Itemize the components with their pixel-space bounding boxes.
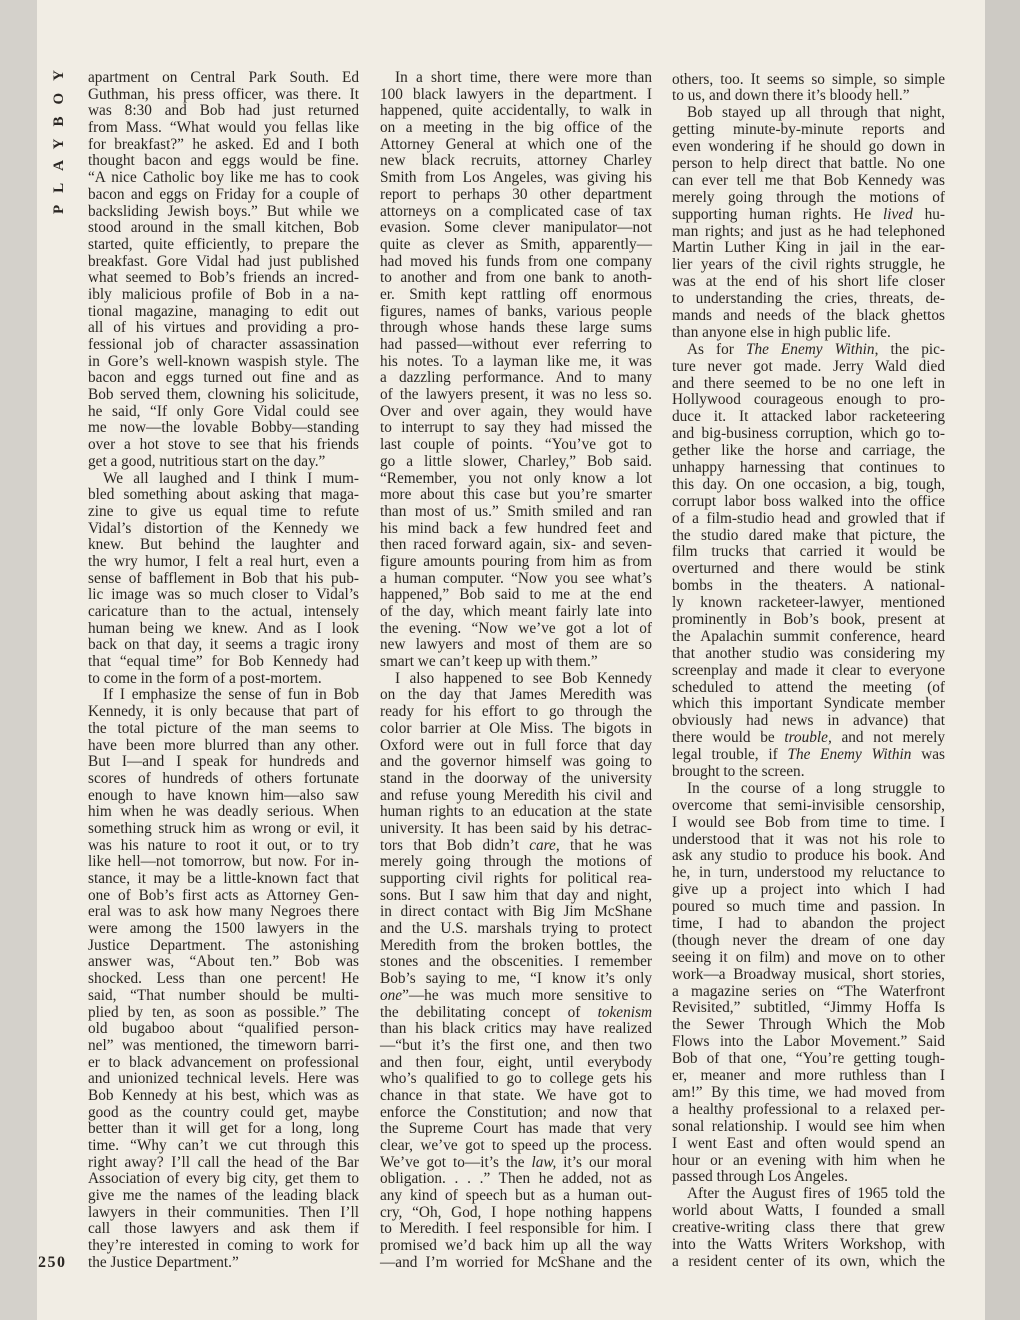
text-line: [380, 838, 652, 855]
text-line: thought bacon and eggs would be fine.: [88, 152, 359, 170]
text-line: scores of hundreds of others fortunate: [88, 769, 359, 787]
text-line: [380, 1005, 652, 1022]
text-run: ”—he was much more sensitive to: [402, 986, 652, 1004]
text-line: zine to give us equal time to refute: [88, 502, 359, 520]
text-line: to interrupt to say they had missed the: [380, 419, 652, 437]
text-line: have been more blurred than any other.: [88, 736, 359, 754]
paragraph: [672, 105, 945, 341]
text-line: ibly malicious profile of Bob in a na-: [88, 285, 359, 303]
text-line: person to help direct that battle. No one: [672, 154, 945, 172]
paragraph: [672, 342, 945, 781]
text-line: fessional job of character assassination: [88, 336, 359, 353]
text-line: report to perhaps 30 other department: [380, 185, 652, 203]
text-line: from Mass. “What would you fellas like: [88, 119, 359, 137]
text-line: happened,” Bob said to me at the end: [380, 586, 652, 604]
text-line: old bugaboo about “qualified person-: [88, 1020, 359, 1038]
text-line: through whose hands these large sums: [380, 319, 652, 337]
text-run: and not merely: [831, 729, 945, 747]
text-line: his notes. To a layman like me, it was: [380, 352, 652, 370]
text-line: bled something about asking that maga-: [88, 486, 359, 504]
text-line: Over and over again, they would have: [380, 402, 652, 420]
text-line: enforce the Constitution; and now that: [380, 1103, 652, 1121]
text-line: apartment on Central Park South. Ed: [88, 69, 359, 86]
text-line: bombs in the theaters. A national-: [672, 577, 945, 595]
text-run: legal trouble, if: [672, 746, 788, 764]
italic-text: The Enemy Within: [745, 340, 875, 358]
text-line: ture never got made. Jerry Wald died: [672, 357, 945, 375]
text-line: than his black critics may have realized: [380, 1020, 652, 1038]
italic-text: trouble,: [784, 729, 832, 747]
text-line: supporting civil rights for political rea-: [380, 870, 652, 887]
text-line: figures, names of banks, various people: [380, 302, 652, 320]
paragraph: [672, 1186, 945, 1270]
text-line: stones and the obscenities. I remember: [380, 953, 652, 971]
text-line: film trucks that carried it would be: [672, 543, 945, 561]
paragraph: [88, 687, 359, 1271]
text-line: Bob of that one, “You’re getting tough-: [672, 1050, 945, 1068]
text-line: attorneys on a complicated case of tax: [380, 202, 652, 220]
text-line: a human computer. “Now you see what’s: [380, 569, 652, 587]
italic-text: lived: [883, 205, 913, 223]
text-line: —“but it’s the first one, and then two: [380, 1036, 652, 1054]
text-line: smart we can’t keep up with them.”: [380, 653, 598, 671]
text-line: him when he was deadly serious. When: [88, 803, 359, 821]
text-line: and the U.S. marshals trying to protect: [380, 920, 652, 938]
paragraph: [88, 471, 359, 688]
text-line: duce it. It attacked labor racketeering: [672, 408, 945, 426]
text-line: stance, it may be a little-known fact that: [88, 870, 359, 887]
text-line: Kennedy, it is only because that part of: [88, 703, 359, 721]
text-line: am!” By this time, we had moved from: [672, 1083, 945, 1101]
text-line: getting minute-by-minute reports and: [672, 121, 945, 139]
text-line: cry, “Oh, God, I hope nothing happens: [380, 1203, 652, 1221]
text-line: world about Watts, I founded a small: [672, 1202, 945, 1220]
text-line: Oxford were out in full force that day: [380, 736, 652, 754]
text-line: bacon and eggs on Friday for a couple of: [88, 185, 359, 203]
text-line: that another studio was considering my: [672, 644, 945, 662]
text-line: the wry humor, I felt a real hurt, even a: [88, 552, 359, 570]
text-line: (though never the dream of one day: [672, 931, 945, 949]
text-line: Association of every big city, get them to: [88, 1170, 359, 1188]
text-line: like hell—not tomorrow, but now. For in-: [88, 853, 359, 871]
text-line: Martin Luther King in jail in the ear-: [672, 239, 945, 257]
scan-margin-right: [985, 0, 1020, 1320]
text-line: ly known racketeer-lawyer, mentioned: [672, 594, 945, 612]
italic-text: law,: [531, 1153, 557, 1171]
text-line: We all laughed and I think I mum-: [103, 469, 359, 487]
text-line: his mind back a few hundred feet and: [380, 519, 652, 537]
text-line: —and I’m worried for McShane and the: [380, 1253, 652, 1271]
italic-text: The Enemy Within: [787, 746, 912, 764]
text-line: [672, 730, 945, 747]
paragraph: [672, 781, 945, 1186]
text-line: go a little slower, Charley,” Bob said.: [380, 452, 652, 470]
text-line: Meredith from the broken bottles, the: [380, 936, 652, 954]
text-line: After the August fires of 1965 told the: [687, 1185, 945, 1203]
text-line: I also happened to see Bob Kennedy: [395, 669, 652, 687]
text-line: scheduled to attend the meeting (of: [672, 678, 945, 696]
text-line: that “equal time” for Bob Kennedy had: [88, 653, 359, 671]
text-line: last couple of points. “You’ve got to: [380, 436, 652, 454]
text-line: others, too. It seems so simple, so simple: [672, 70, 945, 88]
text-line: merely going through the motions of: [380, 853, 652, 871]
text-line: new black recruits, attorney Charley: [380, 152, 652, 170]
text-line: human being we knew. And as I look: [88, 619, 359, 637]
text-line: a healthy professional to a relaxed per-: [672, 1100, 945, 1118]
scan-margin-left: [0, 0, 37, 1320]
text-line: nel” was mentioned, the timeworn barri-: [88, 1036, 359, 1054]
text-line: and there seemed to be no one left in: [672, 374, 945, 392]
text-line: breakfast. Gore Vidal had just published: [88, 252, 359, 270]
text-column-3: [672, 72, 945, 1271]
text-line: understood that it was not his role to: [672, 830, 945, 848]
text-line: and big-business corruption, which go to-: [672, 425, 945, 443]
text-line: had moved his funds from one company: [380, 252, 652, 270]
text-line: any kind of speech but as a human out-: [380, 1187, 652, 1205]
text-line: Bob Kennedy at his best, which was as: [88, 1086, 359, 1104]
paragraph: [88, 70, 359, 471]
text-line: Attorney General at which one of the: [380, 135, 652, 153]
text-line: Guthman, his press officer, was there. It: [88, 85, 359, 103]
text-line: time. “Why can’t we cut through this: [88, 1137, 359, 1154]
text-line: Vidal’s distortion of the Kennedy we: [88, 519, 359, 537]
italic-text: care,: [529, 836, 560, 854]
paragraph: [380, 70, 652, 671]
text-line: tional magazine, managing to edit out: [88, 302, 359, 320]
text-line: lier years of the civil rights struggle, he: [672, 256, 945, 274]
text-line: Bob stayed up all through that night,: [687, 104, 945, 122]
text-line: ready for his effort to go through the: [380, 703, 652, 721]
italic-text: tokenism: [597, 1003, 652, 1021]
text-line: seeing it on film) and move on to other: [672, 948, 945, 966]
text-line: said, “That number should be multi-: [88, 986, 359, 1004]
text-line: In a short time, there were more than: [395, 69, 652, 86]
text-line: er, meaner and more ruthless than I: [672, 1067, 945, 1085]
text-line: plied by ten, as soon as possible.” The: [88, 1003, 359, 1021]
text-line: chance in that state. We have got to: [380, 1086, 652, 1104]
text-run: We’ve got to—it’s the: [380, 1153, 532, 1171]
text-line: eral was to ask how many Negroes there: [88, 903, 359, 921]
text-line: evasion. Some clever manipulator—not: [380, 219, 652, 237]
text-line: obligation. . . .” Then he added, not as: [380, 1170, 652, 1188]
text-line: er to black advancement on professional: [88, 1053, 359, 1071]
text-line: who’s qualified to go to college gets his: [380, 1070, 652, 1088]
text-line: But I—and I speak for hundreds and: [88, 753, 359, 771]
text-line: hour or an evening with him when he: [672, 1151, 945, 1169]
text-line: backsliding Jewish boys.” But while we: [88, 202, 359, 220]
text-line: enough to have known him—also saw: [88, 786, 359, 804]
text-line: Hollywood courageous enough to pro-: [672, 391, 945, 409]
text-line: a resident center of its own, which the: [672, 1252, 945, 1270]
text-line: happened, quite accidentally, to walk in: [380, 102, 652, 120]
text-line: the Justice Department.”: [88, 1253, 239, 1271]
page-number: 250: [38, 1254, 67, 1271]
text-line: 100 black lawyers in the department. I: [380, 85, 652, 103]
text-line: answer was, “About ten.” Bob was: [88, 953, 359, 971]
text-run: As for: [687, 340, 746, 358]
text-line: for breakfast?” he asked. Ed and I both: [88, 135, 359, 153]
text-column-2: [380, 70, 652, 1272]
text-line: can ever tell me that Bob Kennedy was: [672, 171, 945, 189]
text-run: that he was: [559, 836, 652, 854]
text-line: In the course of a long struggle to: [687, 779, 945, 797]
text-line: call those lawyers and ask them if: [88, 1220, 359, 1238]
text-line: Revisited,” subtitled, “Jimmy Hoffa Is: [672, 999, 945, 1017]
text-line: of the day, which meant fairly late into: [380, 603, 652, 620]
text-run: there would be: [672, 729, 785, 747]
text-line: all of his virtues and providing a pro-: [88, 319, 359, 337]
text-line: “Remember, you not only know a lot: [380, 469, 652, 487]
text-line: clear, we’ve got to speed up the process.: [380, 1137, 652, 1154]
text-line: the studio dared make that picture, the: [672, 526, 945, 544]
text-run: supporting human rights. He: [672, 205, 884, 223]
text-line: and refuse young Meredith his civil and: [380, 786, 652, 804]
text-line: me now—the lovable Bobby—standing: [88, 419, 359, 437]
text-line: promised we’d back him up all the way: [380, 1237, 652, 1255]
paragraph: [380, 671, 652, 1272]
text-line: was 8:30 and Bob had just returned: [88, 102, 359, 120]
text-line: quite as clever as Smith, apparently—: [380, 235, 652, 253]
text-line: was his nature to root it out, or to try: [88, 836, 359, 854]
text-line: in direct contact with Big Jim McShane: [380, 903, 652, 921]
text-line: to Meredith. I feel responsible for him. I: [380, 1220, 652, 1238]
text-line: and then four, eight, until everybody: [380, 1053, 652, 1071]
text-line: he, in turn, understood my reluctance to: [672, 864, 945, 882]
text-line: Smith from Los Angeles, was giving his: [380, 169, 652, 187]
text-line: “A nice Catholic boy like me has to cook: [88, 169, 359, 187]
text-line: this day. On one occasion, a big, tough,: [672, 475, 945, 493]
text-line: was at the end of his short life closer: [672, 273, 945, 291]
text-line: of a film-studio head and growled that if: [672, 509, 945, 527]
text-line: color barrier at Ole Miss. The bigots in: [380, 719, 652, 737]
text-line: the evening. “Now we’ve got a lot of: [380, 619, 652, 637]
text-line: good as the country could get, maybe: [88, 1103, 359, 1121]
text-line: had passed—without ever referring to: [380, 336, 652, 353]
text-line: obviously had news in advance) that: [672, 712, 945, 730]
text-run: hu-: [912, 205, 945, 223]
text-line: sense of bafflement in Bob that his pub-: [88, 569, 359, 587]
text-line: right away? I’ll call the head of the Bar: [88, 1153, 359, 1171]
text-line: something struck him as wrong or evil, it: [88, 819, 359, 837]
text-line: than most of us.” Smith smiled and ran: [380, 502, 652, 520]
text-line: into the Watts Writers Workshop, with: [672, 1235, 945, 1253]
text-line: gether like the horse and carriage, the: [672, 442, 945, 460]
text-line: get a good, nutritious start on the day.”: [88, 452, 326, 470]
text-line: creative-writing class there that grew: [672, 1219, 945, 1237]
text-line: better than it will get for a long, long: [88, 1120, 359, 1138]
text-line: passed through Los Angeles.: [672, 1168, 848, 1186]
text-line: prominently in Bob’s book, present at: [672, 611, 945, 628]
text-line: sons. But I saw him that day and night,: [380, 886, 652, 904]
text-line: Bob’s saying to me, “I know it’s only: [380, 970, 652, 988]
text-line: were among the 1500 lawyers in the: [88, 920, 359, 938]
text-line: lawyers in their communities. Then I’ll: [88, 1203, 359, 1221]
text-line: figure amounts pouring from him as from: [380, 552, 652, 570]
running-head: PLAYBOY: [51, 58, 67, 214]
text-line: one of Bob’s first acts as Attorney Gen-: [88, 886, 359, 904]
text-line: I would see Bob from time to time. I: [672, 813, 945, 831]
text-line: sonal relationship. I would see him when: [672, 1117, 945, 1135]
text-line: give up a project into which I had: [672, 881, 945, 899]
text-line: to another and from one bank to anoth-: [380, 269, 652, 287]
text-line: bacon and eggs turned out fine and as: [88, 369, 359, 387]
text-line: If I emphasize the sense of fun in Bob: [103, 686, 359, 704]
text-line: even wondering if he should go down in: [672, 138, 945, 156]
text-line: time, I had to abandon the project: [672, 915, 945, 933]
text-line: university. It has been said by his detrac-: [380, 819, 652, 837]
text-line: give me the names of the leading black: [88, 1187, 359, 1205]
text-line: and unionized technical levels. Here was: [88, 1070, 359, 1088]
text-run: the debilitating concept of: [380, 1003, 598, 1021]
text-line: brought to the screen.: [672, 763, 805, 781]
text-line: shocked. Less than one percent! He: [88, 970, 359, 988]
text-line: human rights to an education at the state: [380, 803, 652, 821]
text-run: it’s our moral: [556, 1153, 652, 1171]
text-column-1: [88, 70, 359, 1272]
text-line: than anyone else in high public life.: [672, 323, 891, 341]
text-run: was: [911, 746, 945, 764]
text-line: caricature than to the actual, intensely: [88, 603, 359, 620]
text-line: [672, 207, 945, 224]
text-line: overturned and there would be stink: [672, 560, 945, 578]
paragraph: [672, 72, 945, 106]
text-line: Bob served them, clowning his solicitude,: [88, 386, 359, 404]
text-line: to us, and down there it’s bloody hell.”: [672, 87, 910, 105]
text-line: on the day that James Meredith was: [380, 686, 652, 704]
text-line: the Sewer Through Which the Mob: [672, 1016, 945, 1034]
text-line: [672, 342, 945, 359]
text-line: corrupt labor boss walked into the office: [672, 492, 945, 510]
text-line: started, quite efficiently, to prepare the: [88, 235, 359, 253]
text-line: screenplay and made it clear to everyone: [672, 661, 945, 679]
text-line: back on that day, it seems a tragic irony: [88, 636, 359, 654]
text-line: they’re interested in coming to work for: [88, 1237, 359, 1255]
text-line: a dazzling performance. And to many: [380, 369, 652, 387]
text-line: work—a Broadway musical, short stories,: [672, 965, 945, 983]
text-line: over a hot stove to see that his friends: [88, 436, 359, 454]
text-line: Justice Department. The astonishing: [88, 936, 359, 954]
text-line: mands and needs of the black ghettos: [672, 306, 945, 324]
text-line: er. Smith kept rattling off enormous: [380, 285, 652, 303]
text-line: stood around in the small kitchen, Bob: [88, 219, 359, 237]
text-line: I went East and often would spend an: [672, 1134, 945, 1152]
text-line: stand in the doorway of the university: [380, 769, 652, 787]
text-line: the Apalachin summit conference, heard: [672, 627, 945, 645]
text-line: then raced forward again, six- and seven-: [380, 536, 652, 554]
text-line: lic image was so much closer to Vidal’s: [88, 586, 359, 604]
text-line: [380, 1155, 652, 1172]
text-line: to understanding the cries, threats, de-: [672, 290, 945, 308]
text-run: , the pic-: [874, 340, 945, 358]
text-line: ask any studio to produce his book. And: [672, 847, 945, 865]
text-line: new lawyers and most of them are so: [380, 636, 652, 654]
text-line: of the lawyers present, it was no less so.: [380, 386, 652, 404]
text-line: and the governor himself was going to: [380, 753, 652, 771]
text-run: tors that Bob didn’t: [380, 836, 530, 854]
text-line: he said, “If only Gore Vidal could see: [88, 402, 359, 420]
text-line: poured so much time and passion. In: [672, 898, 945, 916]
text-line: the Supreme Court has made that very: [380, 1120, 652, 1138]
text-line: what seemed to Bob’s friends an incred-: [88, 269, 359, 287]
text-line: Flows into the Labor Movement.” Said: [672, 1033, 945, 1051]
text-line: man rights; and just as he had telephoned: [672, 222, 945, 240]
italic-text: one: [380, 986, 403, 1004]
text-line: to come in the form of a post-mortem.: [88, 669, 322, 687]
text-line: more about this case but you’re smarter: [380, 486, 652, 504]
text-line: [380, 988, 652, 1005]
text-line: the total picture of the man seems to: [88, 719, 359, 737]
text-line: merely going through the motions of: [672, 188, 945, 206]
text-line: overcome that semi-invisible censorship,: [672, 796, 945, 814]
text-line: which this important Syndicate member: [672, 695, 945, 713]
text-line: unhappy harnessing that continues to: [672, 458, 945, 476]
text-line: [672, 747, 945, 764]
text-line: on a meeting in the big office of the: [380, 119, 652, 137]
text-line: in Gore’s well-known waspish style. The: [88, 352, 359, 370]
text-line: a magazine series on “The Waterfront: [672, 982, 945, 1000]
text-line: knew. But behind the laughter and: [88, 536, 359, 554]
